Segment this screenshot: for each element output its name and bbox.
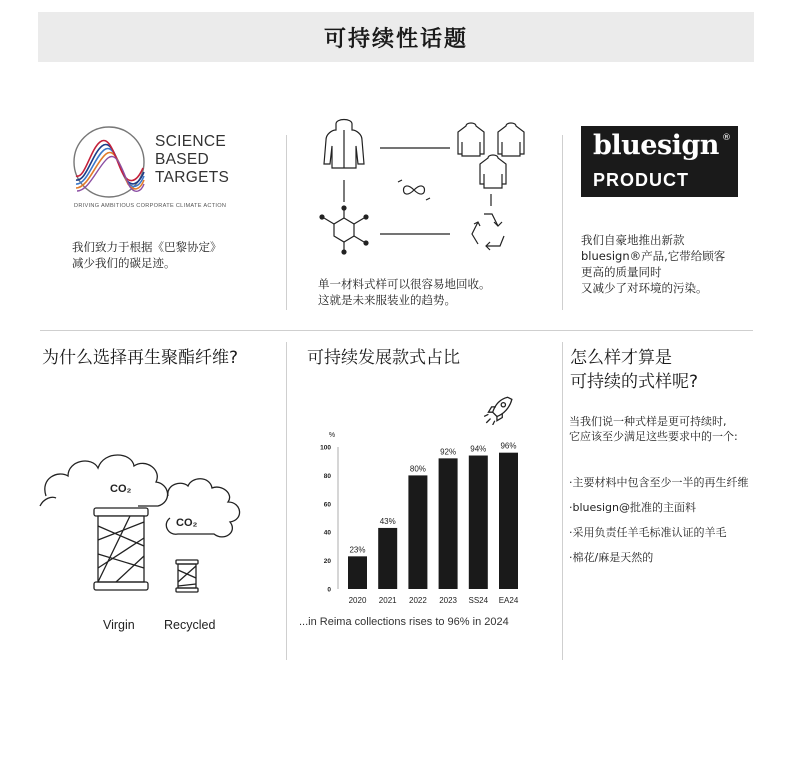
chart-y-tick-label: 20 xyxy=(323,558,331,566)
jacket-icon xyxy=(324,120,364,169)
chart-x-tick-label: 2023 xyxy=(439,596,457,605)
jackets-group-icon xyxy=(458,123,524,188)
chart-y-axis-label: % xyxy=(328,432,336,439)
co2-clouds-illustration xyxy=(38,436,270,602)
divider-top-2 xyxy=(562,135,563,310)
chart-y-tick-label: 0 xyxy=(327,586,331,594)
sbt-text-line: 我们致力于根据《巴黎协定》 xyxy=(72,240,222,254)
requirements-heading xyxy=(570,346,698,394)
large-yarn-spool-icon xyxy=(94,508,148,590)
chart-y-tick-label: 100 xyxy=(320,444,331,452)
chart-y-tick-label: 40 xyxy=(323,529,331,537)
bluesign-logo-product: PRODUCT xyxy=(593,170,689,190)
chart-data-label: 94% xyxy=(470,444,487,454)
bluesign-logo-word: bluesign xyxy=(593,130,719,161)
mono-description xyxy=(318,276,491,308)
chart-bar xyxy=(408,475,427,589)
bluesign-product-logo xyxy=(581,126,738,197)
bluesign-text-line: 又减少了对环境的污染。 xyxy=(581,281,708,295)
chart-bar xyxy=(499,453,518,589)
chart-x-tick-label: SS24 xyxy=(468,596,489,605)
label-recycled: Recycled xyxy=(164,618,216,632)
chart-bar xyxy=(348,556,367,589)
sbt-tagline: DRIVING AMBITIOUS CORPORATE CLIMATE ACTION xyxy=(74,203,227,209)
sustainable-styles-bar-chart xyxy=(300,395,536,613)
sbt-description xyxy=(72,239,222,271)
chart-data-label: 92% xyxy=(440,447,457,457)
chart-bar xyxy=(469,456,488,589)
divider-horizontal xyxy=(40,330,753,331)
section-title-bar xyxy=(38,12,754,62)
chart-data-label: 23% xyxy=(349,545,366,555)
small-yarn-spool-icon xyxy=(176,560,198,592)
divider-bottom-2 xyxy=(562,342,563,660)
co2-label-virgin: CO₂ xyxy=(110,483,132,495)
requirement-item: ·棉花/麻是天然的 xyxy=(569,551,654,564)
chart-bar xyxy=(439,458,458,589)
sbt-logo-line: TARGETS xyxy=(155,169,230,186)
infinity-loop-icon xyxy=(398,180,430,200)
requirements-heading-line: 可持续的式样呢? xyxy=(570,372,699,392)
co2-label-recycled: CO₂ xyxy=(176,517,198,529)
requirement-item: ·主要材料中包含至少一半的再生纤维 xyxy=(569,476,749,489)
mono-material-cycle-diagram xyxy=(316,118,534,260)
bluesign-text-line: bluesign®产品,它带给顾客 xyxy=(581,249,726,263)
bluesign-text-line: 更高的质量同时 xyxy=(581,265,662,279)
chart-y-tick-label: 80 xyxy=(323,472,331,480)
page-title: 可持续性话题 xyxy=(323,26,468,52)
chart-x-tick-label: 2021 xyxy=(378,596,397,605)
molecule-icon xyxy=(320,206,368,254)
chart-data-label: 43% xyxy=(379,516,396,526)
sbt-text-line: 减少我们的碳足迹。 xyxy=(72,256,176,270)
chart-caption: ...in Reima collections rises to 96% in 2024 xyxy=(299,616,509,628)
recycle-icon xyxy=(472,214,504,250)
bluesign-text-line: 我们自豪地推出新款 xyxy=(581,233,685,247)
sbt-logo-line: SCIENCE xyxy=(155,133,227,150)
chart-x-tick-label: 2020 xyxy=(348,596,367,605)
chart-x-tick-label: EA24 xyxy=(498,596,519,605)
label-virgin: Virgin xyxy=(103,618,135,632)
bluesign-logo-registered: ® xyxy=(722,133,731,143)
requirement-item: ·bluesign@批准的主面料 xyxy=(569,501,697,514)
divider-top-1 xyxy=(286,135,287,310)
sbt-logo-line: BASED xyxy=(155,151,210,168)
divider-bottom-1 xyxy=(286,342,287,660)
requirements-intro-line: 它应该至少满足这些要求中的一个: xyxy=(569,430,738,443)
chart-data-label: 96% xyxy=(500,441,517,451)
requirements-heading-line: 怎么样才算是 xyxy=(570,348,672,368)
chart-y-tick-label: 60 xyxy=(323,501,331,509)
sbt-logo-text xyxy=(155,133,229,187)
chart-heading: 可持续发展款式占比 xyxy=(307,348,460,368)
bluesign-description xyxy=(581,232,725,296)
chart-x-tick-label: 2022 xyxy=(409,596,427,605)
chart-data-label: 80% xyxy=(409,464,426,474)
requirements-intro xyxy=(569,414,738,444)
recycled-heading: 为什么选择再生聚酯纤维? xyxy=(42,348,239,368)
requirements-intro-line: 当我们说一种式样是更可持续时, xyxy=(569,415,727,428)
requirement-item: ·采用负责任羊毛标准认证的羊毛 xyxy=(569,526,727,539)
mono-text-line: 单一材料式样可以很容易地回收。 xyxy=(318,277,491,291)
mono-text-line: 这就是未来服装业的趋势。 xyxy=(318,293,456,307)
chart-bar xyxy=(378,528,397,589)
